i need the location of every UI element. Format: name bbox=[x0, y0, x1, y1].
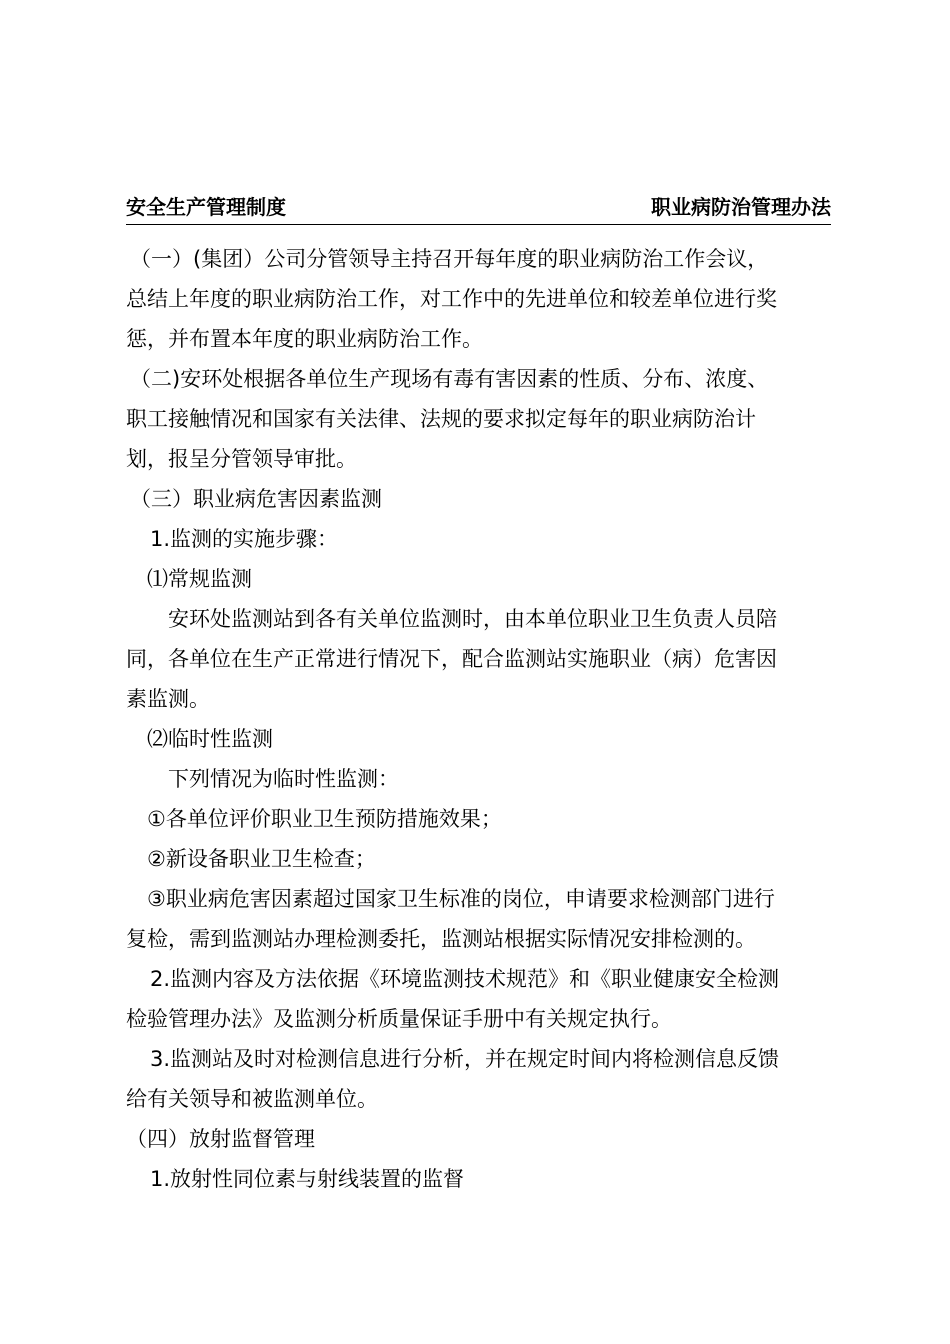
header-left-title: 安全生产管理制度 bbox=[126, 195, 286, 219]
page-header bbox=[126, 190, 831, 225]
section-heading: （三）职业病危害因素监测 bbox=[130, 487, 382, 511]
subsection-heading: ⑵临时性监测 bbox=[147, 727, 273, 751]
list-item: ①各单位评价职业卫生预防措施效果； bbox=[147, 807, 502, 831]
body-line: 检验管理办法》及监测分析质量保证手册中有关规定执行。 bbox=[126, 1007, 672, 1031]
body-line: 下列情况为临时性监测： bbox=[168, 767, 399, 791]
body-line: 安环处监测站到各有关单位监测时，由本单位职业卫生负责人员陪 bbox=[168, 607, 777, 631]
body-line: 3.监测站及时对检测信息进行分析，并在规定时间内将检测信息反馈 bbox=[150, 1047, 780, 1071]
body-line: 给有关领导和被监测单位。 bbox=[126, 1087, 378, 1111]
body-line: （二)安环处根据各单位生产现场有毒有害因素的性质、分布、浓度、 bbox=[130, 367, 769, 391]
document-body bbox=[126, 239, 831, 1199]
section-heading: （四）放射监督管理 bbox=[126, 1127, 315, 1151]
body-line: （一）(集团）公司分管领导主持召开每年度的职业病防治工作会议， bbox=[130, 247, 769, 271]
header-right-title: 职业病防治管理办法 bbox=[651, 195, 831, 219]
body-line: 2.监测内容及方法依据《环境监测技术规范》和《职业健康安全检测 bbox=[150, 967, 780, 991]
subsection-heading: 1.放射性同位素与射线装置的监督 bbox=[150, 1167, 465, 1191]
body-line: 职工接触情况和国家有关法律、法规的要求拟定每年的职业病防治计 bbox=[126, 407, 756, 431]
list-item: ②新设备职业卫生检查； bbox=[147, 847, 376, 871]
subsection-heading: ⑴常规监测 bbox=[147, 567, 252, 591]
body-line: 总结上年度的职业病防治工作，对工作中的先进单位和较差单位进行奖 bbox=[126, 287, 777, 311]
subsection-heading: 1.监测的实施步骤： bbox=[150, 527, 339, 551]
body-line: 同，各单位在生产正常进行情况下，配合监测站实施职业（病）危害因 bbox=[126, 647, 777, 671]
body-line: 惩，并布置本年度的职业病防治工作。 bbox=[126, 327, 483, 351]
list-item: ③职业病危害因素超过国家卫生标准的岗位，申请要求检测部门进行 bbox=[147, 887, 775, 911]
body-line: 划，报呈分管领导审批。 bbox=[126, 447, 357, 471]
body-line: 素监测。 bbox=[126, 687, 210, 711]
body-line: 复检，需到监测站办理检测委托，监测站根据实际情况安排检测的。 bbox=[126, 927, 756, 951]
